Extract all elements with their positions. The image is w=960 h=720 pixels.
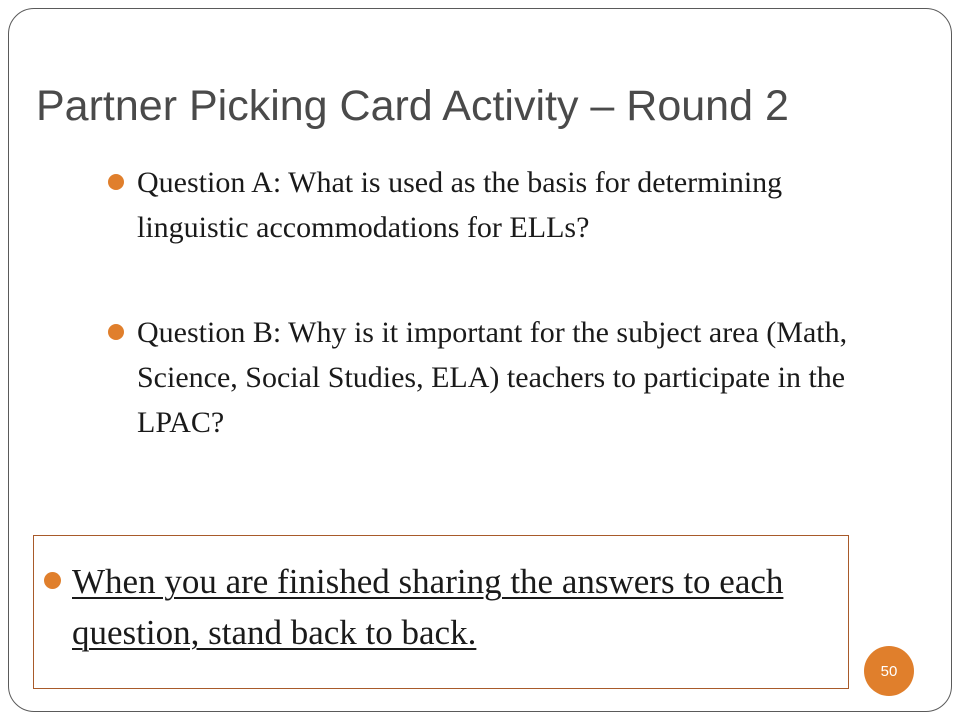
question-b-text: Question B: Why is it important for the subject area (Math, Science, Social Studies, ELA) teachers to participate in the LPAC? — [137, 316, 848, 439]
bullet-icon — [44, 572, 61, 589]
slide-title: Partner Picking Card Activity – Round 2 — [36, 82, 789, 130]
instruction-item — [44, 556, 832, 658]
instruction-callout — [33, 535, 849, 689]
bullet-icon — [108, 324, 124, 340]
question-list — [108, 160, 898, 445]
bullet-icon — [108, 174, 124, 190]
question-a-item — [108, 160, 898, 250]
question-b-item — [108, 310, 898, 445]
page-number-badge: 50 — [864, 646, 914, 696]
question-a-text: Question A: What is used as the basis for determining linguistic accommodations for ELLs? — [137, 166, 783, 244]
instruction-text: When you are finished sharing the answers to each question, stand back to back. — [72, 562, 784, 652]
